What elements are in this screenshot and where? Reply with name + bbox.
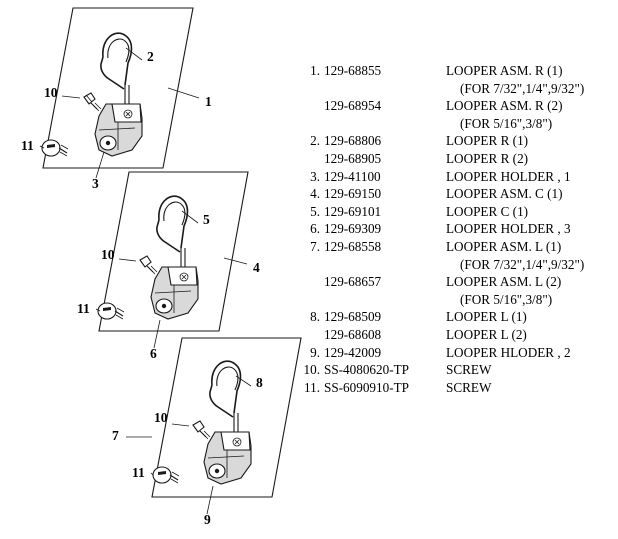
callout-11-group3: 11	[132, 465, 145, 480]
part-number: 129-41100	[324, 168, 381, 184]
callout-2: 2	[147, 49, 154, 64]
part-description: LOOPER L (2)	[446, 326, 527, 342]
part-index: 2.	[310, 133, 320, 149]
part-description: (FOR 7/32",1/4",9/32")	[460, 80, 585, 96]
part-row	[300, 80, 612, 98]
part-description: LOOPER R (1)	[446, 133, 529, 149]
callout-11-group2: 11	[77, 301, 90, 316]
part-number: 129-68509	[324, 309, 382, 325]
part-description: SCREW	[446, 362, 492, 378]
part-description: LOOPER ASM. C (1)	[446, 186, 563, 202]
part-description: (FOR 7/32",1/4",9/32")	[460, 256, 585, 272]
part-description: LOOPER ASM. L (2)	[446, 274, 562, 290]
callout-3: 3	[92, 176, 99, 191]
part-row	[300, 220, 612, 238]
part-description: LOOPER C (1)	[446, 203, 529, 219]
callout-10-group3: 10	[154, 410, 168, 425]
part-description: LOOPER HOLDER , 1	[446, 168, 571, 184]
callout-6: 6	[150, 346, 157, 361]
part-description: LOOPER HOLDER , 3	[446, 221, 571, 237]
part-number: 129-68806	[324, 133, 382, 149]
part-row	[300, 308, 612, 326]
part-number: 129-68608	[324, 326, 382, 342]
part-number: 129-69309	[324, 221, 382, 237]
screw-11-group1	[42, 140, 68, 156]
part-index: 6.	[310, 221, 320, 237]
part-row	[300, 115, 612, 133]
part-row	[300, 291, 612, 309]
callout-10-group2: 10	[101, 247, 115, 262]
part-number: 129-68558	[324, 238, 382, 254]
part-row	[300, 379, 612, 397]
part-number: 129-42009	[324, 344, 382, 360]
callout-9: 9	[204, 512, 211, 527]
part-row	[300, 273, 612, 291]
parts-list	[300, 62, 612, 396]
part-row	[300, 344, 612, 362]
screw-10-group3	[193, 421, 210, 439]
part-index: 1.	[310, 63, 320, 78]
part-row	[300, 203, 612, 221]
part-index: 10.	[303, 362, 320, 378]
part-index: 8.	[310, 309, 320, 325]
part-number: 129-68855	[324, 63, 382, 78]
screw-11-group3	[153, 467, 179, 483]
part-number: SS-4080620-TP	[324, 362, 409, 378]
part-row	[300, 150, 612, 168]
part-index: 7.	[310, 238, 320, 254]
part-row	[300, 62, 612, 80]
part-row	[300, 256, 612, 274]
part-row	[300, 361, 612, 379]
part-number: SS-6090910-TP	[324, 379, 409, 395]
screw-10-group1	[84, 93, 101, 111]
part-row	[300, 326, 612, 344]
callout-4: 4	[253, 260, 260, 275]
part-description: (FOR 5/16",3/8")	[460, 291, 553, 307]
part-description: LOOPER ASM. L (1)	[446, 238, 562, 254]
callout-5: 5	[203, 212, 210, 227]
part-number: 129-68657	[324, 274, 382, 290]
group-2-assembly	[96, 196, 247, 348]
part-row	[300, 97, 612, 115]
part-index: 4.	[310, 186, 320, 202]
part-row	[300, 132, 612, 150]
part-description: (FOR 5/16",3/8")	[460, 115, 553, 131]
screw-11-group2	[98, 303, 124, 319]
part-index: 5.	[310, 203, 320, 219]
part-description: LOOPER HLODER , 2	[446, 344, 571, 360]
part-index: 9.	[310, 344, 320, 360]
callout-11-group1: 11	[21, 138, 34, 153]
part-index: 11.	[304, 379, 320, 395]
group-3-assembly	[126, 361, 251, 514]
part-description: LOOPER ASM. R (2)	[446, 98, 563, 114]
part-row	[300, 168, 612, 186]
part-number: 129-68905	[324, 150, 382, 166]
part-description: SCREW	[446, 379, 492, 395]
part-number: 129-69150	[324, 186, 382, 202]
part-description: LOOPER R (2)	[446, 150, 529, 166]
screw-10-group2	[140, 256, 157, 274]
part-index: 3.	[310, 168, 320, 184]
part-description: LOOPER ASM. R (1)	[446, 63, 563, 78]
part-description: LOOPER L (1)	[446, 309, 527, 325]
part-row	[300, 238, 612, 256]
callout-7: 7	[112, 428, 119, 443]
part-row	[300, 185, 612, 203]
callout-8: 8	[256, 375, 263, 390]
callout-10-group1: 10	[44, 85, 58, 100]
callout-1: 1	[205, 94, 212, 109]
part-number: 129-68954	[324, 98, 382, 114]
part-number: 129-69101	[324, 203, 382, 219]
